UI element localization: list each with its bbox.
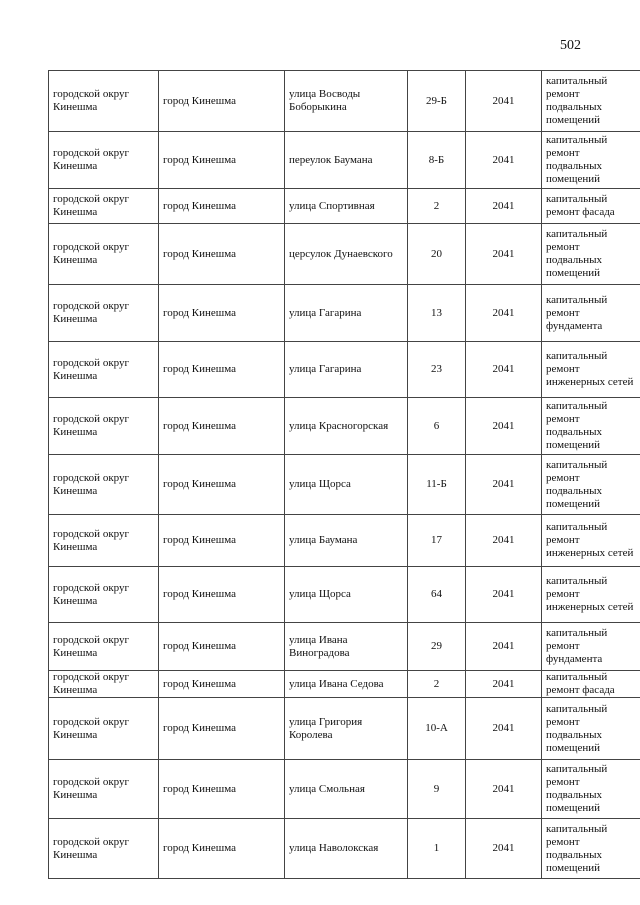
municipal-district-cell: городской округ Кинешма [49,224,159,285]
year-cell: 2041 [466,515,542,567]
street-cell: улица Восводы Боборыкина [285,71,408,132]
house-number-cell: 10-А [408,698,466,760]
registry-body [49,71,640,879]
street-cell: улица Смольная [285,760,408,819]
page-number: 502 [560,38,581,53]
year-cell: 2041 [466,623,542,671]
house-number-cell: 11-Б [408,455,466,515]
work-type-cell: капитальный ремонт фундамента [542,623,640,671]
street-cell: улица Ивана Виноградова [285,623,408,671]
municipal-district-cell: городской округ Кинешма [49,132,159,189]
work-type-cell: капитальный ремонт подвальных помещений [542,71,640,132]
table-row [49,455,640,515]
table-row [49,189,640,224]
city-cell: город Кинешма [159,285,285,342]
street-cell: улица Спортивная [285,189,408,224]
year-cell: 2041 [466,189,542,224]
street-cell: улица Баумана [285,515,408,567]
street-cell: улица Наволокская [285,819,408,879]
year-cell: 2041 [466,285,542,342]
table-row [49,285,640,342]
municipal-district-cell: городской округ Кинешма [49,760,159,819]
table-row [49,760,640,819]
table-row [49,819,640,879]
city-cell: город Кинешма [159,71,285,132]
city-cell: город Кинешма [159,760,285,819]
municipal-district-cell: городской округ Кинешма [49,698,159,760]
year-cell: 2041 [466,224,542,285]
work-type-cell: капитальный ремонт фасада [542,671,640,698]
table-row [49,342,640,398]
work-type-cell: капитальный ремонт инженерных сетей [542,342,640,398]
house-number-cell: 23 [408,342,466,398]
house-number-cell: 29-Б [408,71,466,132]
street-cell: улица Григория Королева [285,698,408,760]
municipal-district-cell: городской округ Кинешма [49,398,159,455]
city-cell: город Кинешма [159,671,285,698]
city-cell: город Кинешма [159,698,285,760]
street-cell: улица Гагарина [285,285,408,342]
year-cell: 2041 [466,398,542,455]
municipal-district-cell: городской округ Кинешма [49,342,159,398]
city-cell: город Кинешма [159,623,285,671]
year-cell: 2041 [466,567,542,623]
year-cell: 2041 [466,671,542,698]
municipal-district-cell: городской округ Кинешма [49,623,159,671]
city-cell: город Кинешма [159,224,285,285]
municipal-district-cell: городской округ Кинешма [49,71,159,132]
year-cell: 2041 [466,71,542,132]
repair-registry-table [48,70,640,879]
table-row [49,515,640,567]
work-type-cell: капитальный ремонт подвальных помещений [542,760,640,819]
municipal-district-cell: городской округ Кинешма [49,285,159,342]
year-cell: 2041 [466,132,542,189]
city-cell: город Кинешма [159,819,285,879]
house-number-cell: 13 [408,285,466,342]
work-type-cell: капитальный ремонт подвальных помещений [542,224,640,285]
city-cell: город Кинешма [159,398,285,455]
house-number-cell: 2 [408,189,466,224]
municipal-district-cell: городской округ Кинешма [49,567,159,623]
table-row [49,398,640,455]
work-type-cell: капитальный ремонт подвальных помещений [542,132,640,189]
city-cell: город Кинешма [159,132,285,189]
municipal-district-cell: городской округ Кинешма [49,189,159,224]
municipal-district-cell: городской округ Кинешма [49,515,159,567]
municipal-district-cell: городской округ Кинешма [49,455,159,515]
city-cell: город Кинешма [159,515,285,567]
house-number-cell: 2 [408,671,466,698]
year-cell: 2041 [466,342,542,398]
street-cell: улица Гагарина [285,342,408,398]
table-row [49,671,640,698]
year-cell: 2041 [466,760,542,819]
city-cell: город Кинешма [159,455,285,515]
table-row [49,623,640,671]
table-row [49,132,640,189]
year-cell: 2041 [466,698,542,760]
house-number-cell: 6 [408,398,466,455]
city-cell: город Кинешма [159,189,285,224]
house-number-cell: 29 [408,623,466,671]
municipal-district-cell: городской округ Кинешма [49,671,159,698]
table-row [49,71,640,132]
year-cell: 2041 [466,455,542,515]
work-type-cell: капитальный ремонт подвальных помещений [542,698,640,760]
house-number-cell: 1 [408,819,466,879]
work-type-cell: капитальный ремонт инженерных сетей [542,567,640,623]
table-row [49,224,640,285]
house-number-cell: 20 [408,224,466,285]
table-row [49,567,640,623]
work-type-cell: капитальный ремонт инженерных сетей [542,515,640,567]
city-cell: город Кинешма [159,342,285,398]
year-cell: 2041 [466,819,542,879]
street-cell: улица Щорса [285,567,408,623]
city-cell: город Кинешма [159,567,285,623]
house-number-cell: 64 [408,567,466,623]
work-type-cell: капитальный ремонт подвальных помещений [542,819,640,879]
street-cell: улица Красногорская [285,398,408,455]
work-type-cell: капитальный ремонт подвальных помещений [542,398,640,455]
work-type-cell: капитальный ремонт фасада [542,189,640,224]
street-cell: переулок Баумана [285,132,408,189]
house-number-cell: 8-Б [408,132,466,189]
house-number-cell: 17 [408,515,466,567]
street-cell: церсулок Дунаевского [285,224,408,285]
street-cell: улица Щорса [285,455,408,515]
work-type-cell: капитальный ремонт подвальных помещений [542,455,640,515]
house-number-cell: 9 [408,760,466,819]
street-cell: улица Ивана Седова [285,671,408,698]
table-row [49,698,640,760]
municipal-district-cell: городской округ Кинешма [49,819,159,879]
work-type-cell: капитальный ремонт фундамента [542,285,640,342]
